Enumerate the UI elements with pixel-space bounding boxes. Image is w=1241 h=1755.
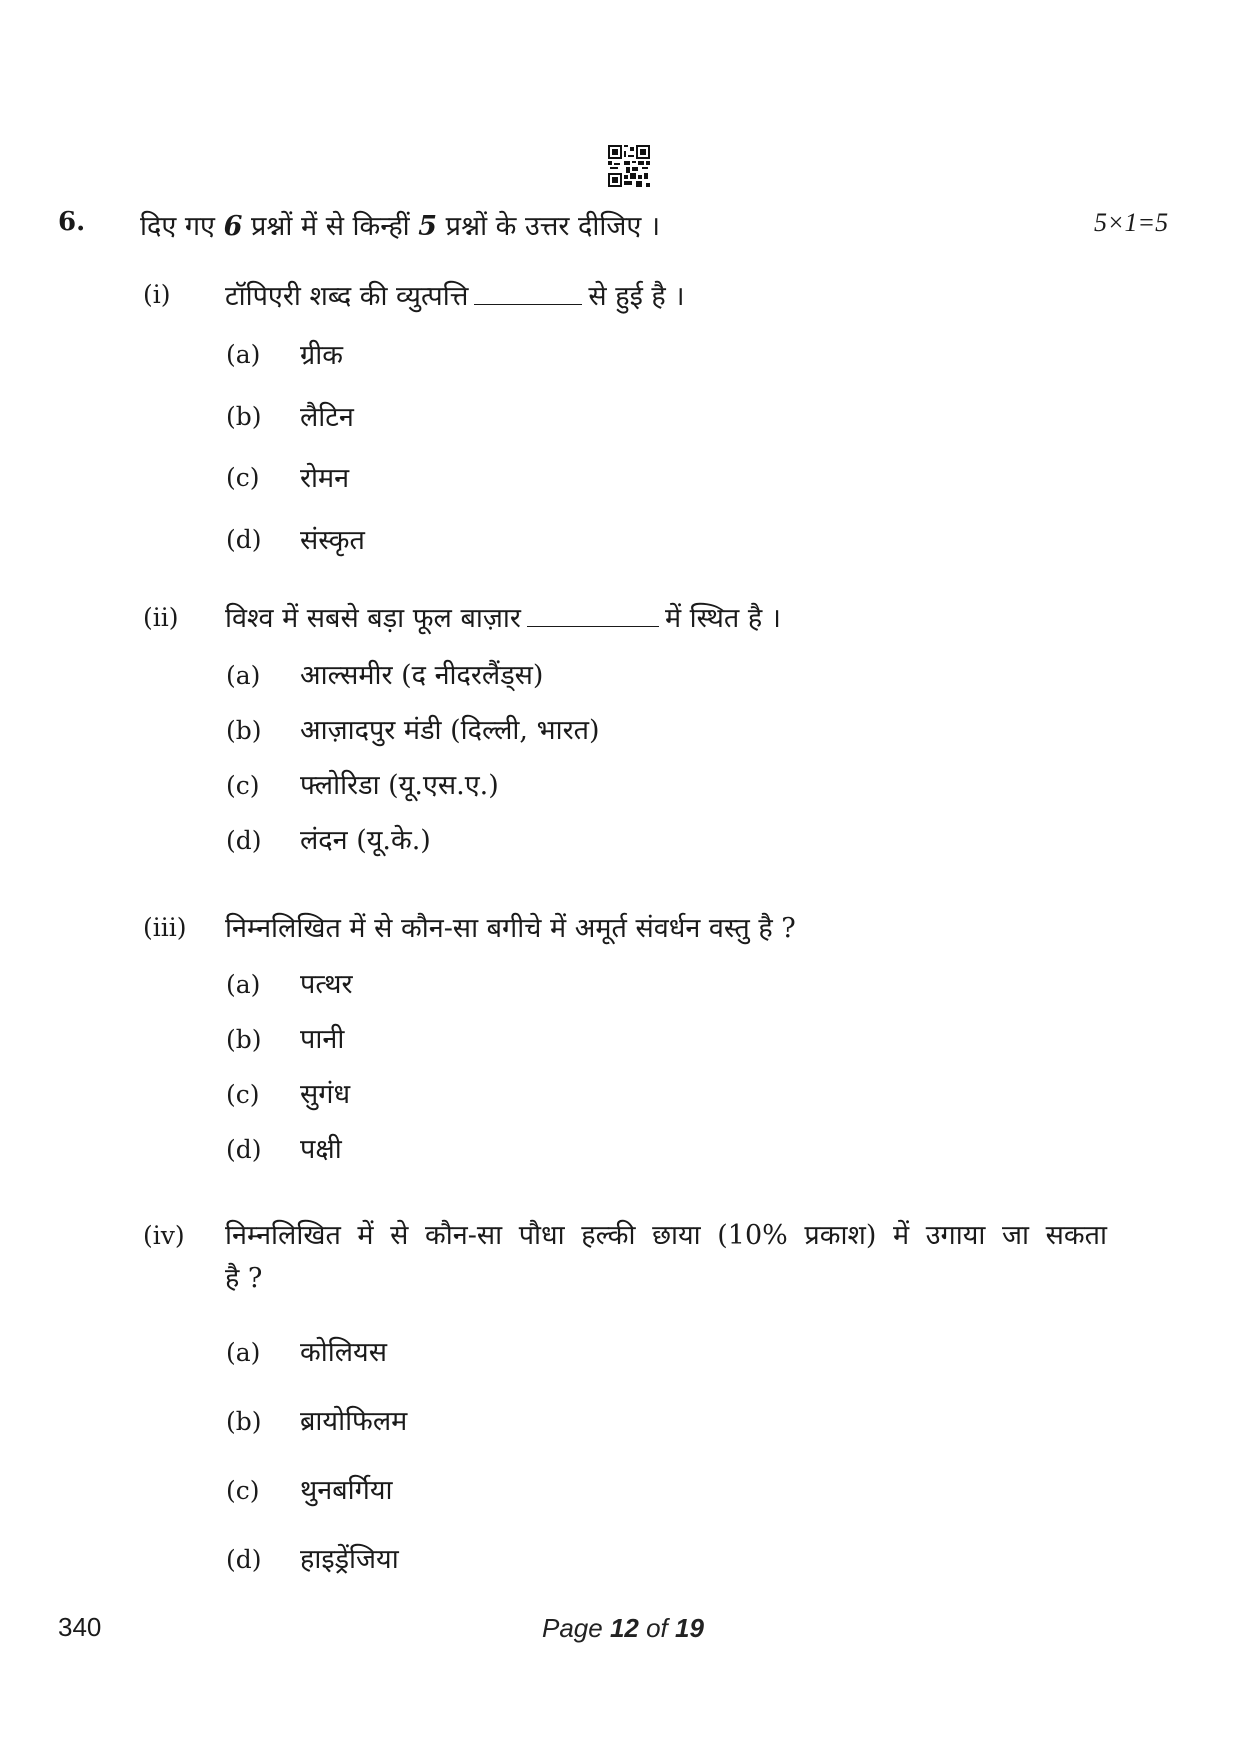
question-instruction (140, 206, 660, 243)
sub-question-number: (iii) (143, 913, 187, 942)
option-letter: (a) (226, 340, 261, 369)
sub-question-text (225, 598, 781, 635)
sub-question-text-line2: है ? (225, 1263, 263, 1294)
option-letter: (c) (226, 1476, 260, 1505)
option-text: हाइड्रेंजिया (300, 1544, 399, 1575)
sub-question-text: निम्नलिखित में से कौन-सा बगीचे में अमूर्त संवर्धन वस्तु है ? (225, 913, 796, 944)
instruction-text: प्रश्नों के उत्तर दीजिए । (437, 211, 661, 242)
option-letter: (a) (226, 970, 261, 999)
sub-question-number: (i) (143, 280, 171, 309)
instruction-count-required: 5 (418, 211, 438, 242)
page-of-label: of (638, 1613, 676, 1643)
option-text: रोमन (300, 463, 350, 494)
page-current: 12 (609, 1613, 639, 1643)
option-text: लैटिन (300, 402, 354, 433)
option-letter: (b) (226, 1025, 262, 1054)
option-text: संस्कृत (300, 525, 365, 556)
option-letter: (b) (226, 716, 262, 745)
option-letter: (d) (226, 826, 262, 855)
option-letter: (b) (226, 1407, 262, 1436)
paper-code: 340 (58, 1612, 102, 1642)
option-text: आज़ादपुर मंडी (दिल्ली, भारत) (300, 715, 600, 746)
option-text: थुनबर्गिया (300, 1475, 393, 1506)
option-text: लंदन (यू.के.) (300, 825, 431, 856)
fill-in-blank (474, 304, 582, 305)
sub-question-text (225, 276, 685, 313)
option-text: फ्लोरिडा (यू.एस.ए.) (300, 770, 499, 801)
option-text: ग्रीक (300, 340, 343, 371)
option-text: सुगंध (300, 1079, 351, 1110)
option-letter: (c) (226, 463, 260, 492)
option-letter: (d) (226, 1545, 262, 1574)
option-text: पत्थर (300, 969, 353, 1000)
sub-question-number: (ii) (143, 603, 179, 632)
option-letter: (a) (226, 1338, 261, 1367)
option-letter: (c) (226, 771, 260, 800)
option-letter: (b) (226, 402, 262, 431)
option-text: पानी (300, 1024, 345, 1055)
sub-question-text-part: विश्व में सबसे बड़ा फूल बाज़ार (225, 603, 521, 634)
qr-code (608, 145, 650, 187)
page-total: 19 (675, 1613, 704, 1643)
sub-question-number: (iv) (143, 1221, 185, 1250)
option-letter: (d) (226, 525, 262, 554)
page-indicator (542, 1613, 704, 1644)
option-letter: (a) (226, 661, 261, 690)
sub-question-text-part: में स्थित है । (664, 603, 781, 634)
option-letter: (c) (226, 1080, 260, 1109)
instruction-text: प्रश्नों में से किन्हीं (242, 211, 419, 242)
marks-allocation: 5×1=5 (1094, 208, 1169, 237)
question-number: 6. (58, 207, 86, 237)
page-label: Page (542, 1613, 610, 1643)
option-text: ब्रायोफिलम (300, 1406, 408, 1437)
sub-question-text-part: टॉपिएरी शब्द की व्युत्पत्ति (225, 281, 469, 312)
sub-question-text-line1: निम्नलिखित में से कौन-सा पौधा हल्की छाया (10% प्रकाश) में उगाया जा सकता (225, 1220, 1107, 1251)
option-text: कोलियस (300, 1337, 387, 1368)
option-text: आल्समीर (द नीदरलैंड्स) (300, 660, 544, 691)
sub-question-text-part: से हुई है । (588, 281, 685, 312)
instruction-count-total: 6 (223, 211, 243, 242)
option-text: पक्षी (300, 1134, 342, 1165)
instruction-text: दिए गए (140, 211, 224, 242)
fill-in-blank (527, 626, 659, 627)
option-letter: (d) (226, 1135, 262, 1164)
